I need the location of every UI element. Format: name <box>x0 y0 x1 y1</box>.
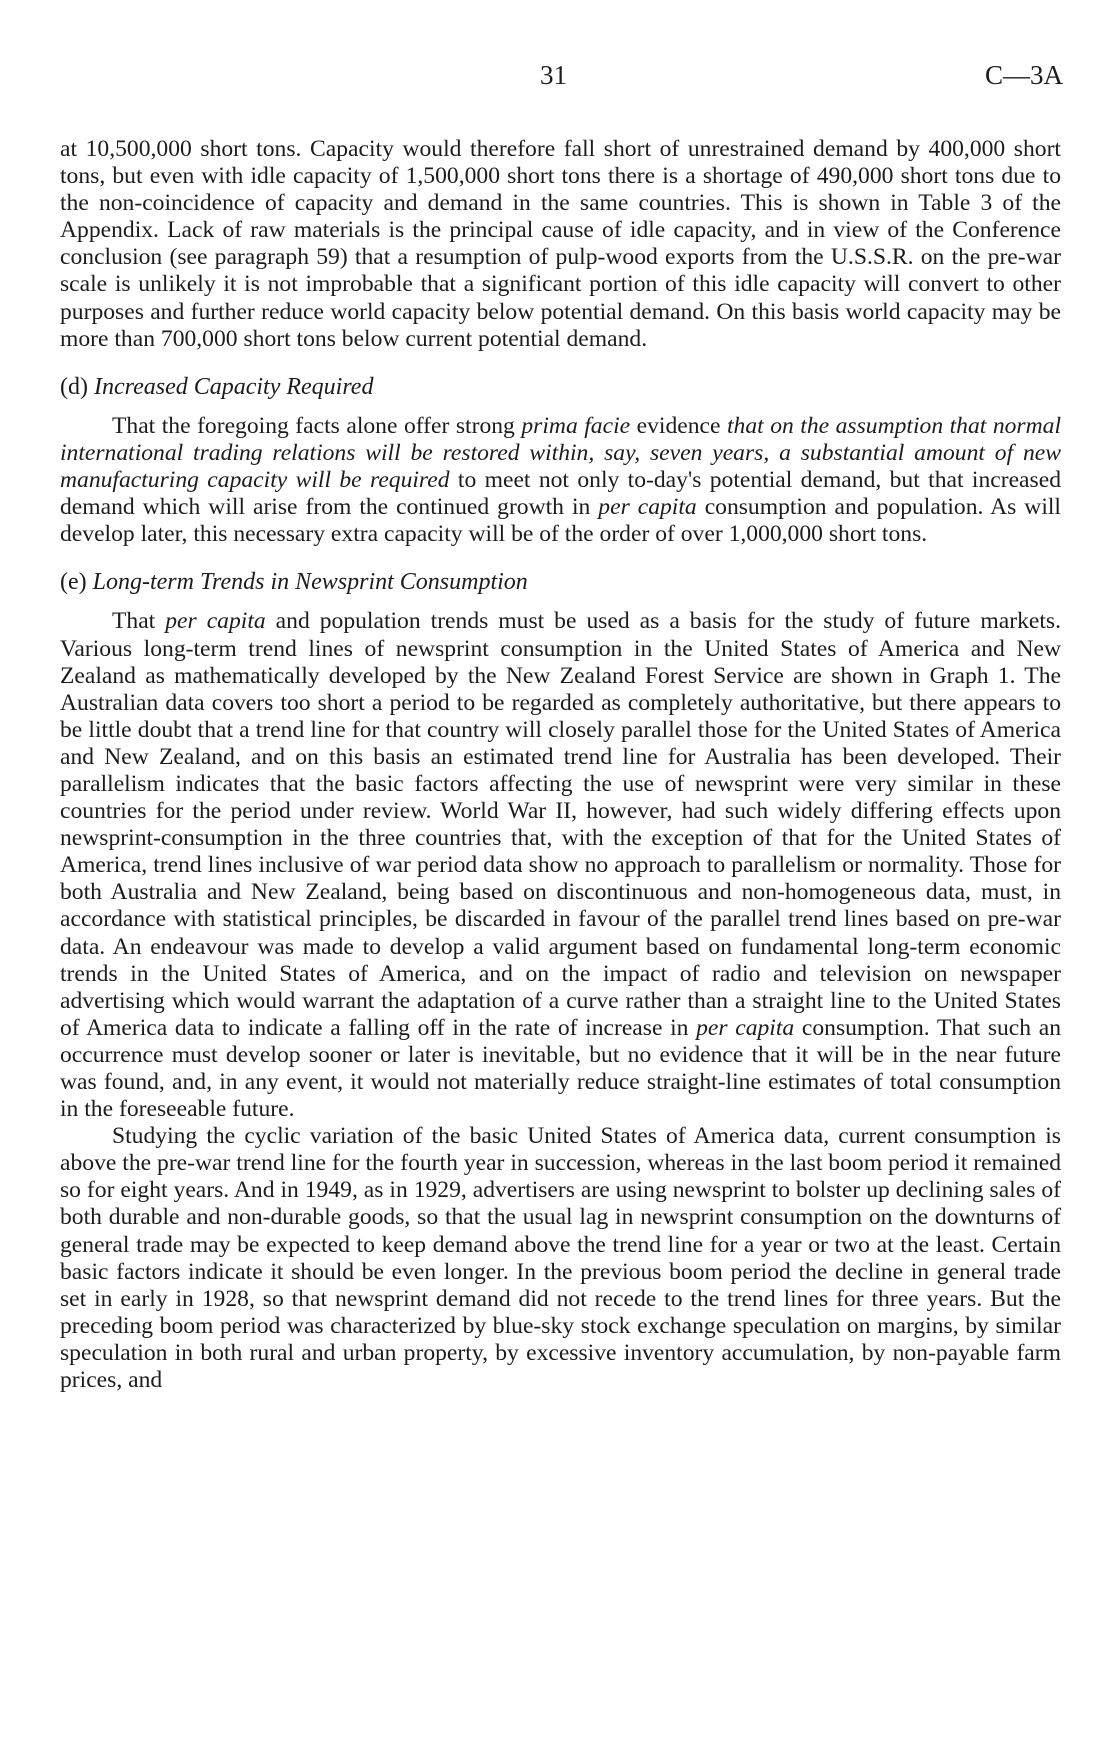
paragraph-capacity-required: That the foregoing facts alone offer strong prima facie evidence that on the assumption that normal international trading relations will be restored within, say, seven years, a substantial amount of new manufacturing capacity will be required to meet not only to-day's potential demand, but that increased demand which will arise from the continued growth in per capita consumption and population. As will develop later, this necessary extra capacity will be of the order of over 1,000,000 short tons. <box>60 412 1062 548</box>
section-title: Increased Capacity Required <box>93 373 374 400</box>
section-heading-e <box>60 569 1061 596</box>
page-number: 31 <box>540 60 567 90</box>
paragraph-cyclic-variation: Studying the cyclic variation of the basic United States of America data, current consumption is above the pre-war trend line for the fourth year in succession, whereas in the last boom period it remained so for eight years. And in 1949, as in 1929, advertisers are using newsprint to bolster up declining sales of both durable and non-durable goods, so that the usual lag in newsprint consumption on the downturns of general trade may be expected to keep demand above the trend line for a year or two at the least. Certain basic factors indicate it should be even longer. In the previous boom period the decline in general trade set in early in 1928, so that newsprint demand did not recede to the trend lines for three years. But the preceding boom period was characterized by blue-sky stock exchange speculation on margins, by similar speculation in both rural and urban property, by excessive inventory accumulation, by non-payable farm prices, and <box>60 1123 1061 1394</box>
section-label: (d) <box>60 373 88 400</box>
paragraph-long-term-trends: That per capita and population trends must be used as a basis for the study of future markets. Various long-term trend lines of newsprint consumption in the United States of America and New Zealand as mathematically developed by the New Zealand Forest Service are shown in Graph 1. The Australian data covers too short a period to be regarded as completely authoritative, but there appears to be little doubt that a trend line for that country will closely parallel those for the United States of America and New Zealand, and on this basis an estimated trend line for Australia has been developed. Their parallelism indicates that the basic factors affecting the use of newsprint were very similar in these countries for the period under review. World War II, however, had such widely differing effects upon newsprint-consumption in the three countries that, with the exception of that for the United States of America, trend lines inclusive of war period data show no approach to parallelism or normality. Those for both Australia and New Zealand, being based on discontinuous and non-homogeneous data, must, in accordance with statistical principles, be discarded in favour of the parallel trend lines based on pre-war data. An endeavour was made to develop a valid argument based on fundamental long-term economic trends in the United States of America, and on the impact of radio and television on newspaper advertising which would warrant the adaptation of a curve rather than a straight line to the United States of America data to indicate a falling off in the rate of increase in per capita consumption. That such an occurrence must develop sooner or later is inevitable, but no evidence that it will be in the near future was found, and, in any event, it would not materially reduce straight-line estimates of total consumption in the foreseeable future. <box>60 608 1061 1123</box>
document-reference: C—3A <box>985 60 1064 90</box>
section-title: Long-term Trends in Newsprint Consumption <box>92 569 528 596</box>
section-heading-d <box>60 374 1061 401</box>
body-text <box>60 136 1061 1394</box>
paragraph-continuation: at 10,500,000 short tons. Capacity would therefore fall short of unrestrained demand by 400,000 short tons, but even with idle capacity of 1,500,000 short tons there is a shortage of 490,000 short tons due to the non-coincidence of capacity and demand in the same countries. This is shown in Table 3 of the Appendix. Lack of raw materials is the principal cause of idle capacity, and in view of the Conference conclusion (see paragraph 59) that a resumption of pulp-wood exports from the U.S.S.R. on the pre-war scale is unlikely it is not improbable that a significant portion of this idle capacity will convert to other purposes and further reduce world capacity below potential demand. On this basis world capacity may be more than 700,000 short tons below current potential demand. <box>60 136 1061 352</box>
section-label: (e) <box>60 569 87 596</box>
